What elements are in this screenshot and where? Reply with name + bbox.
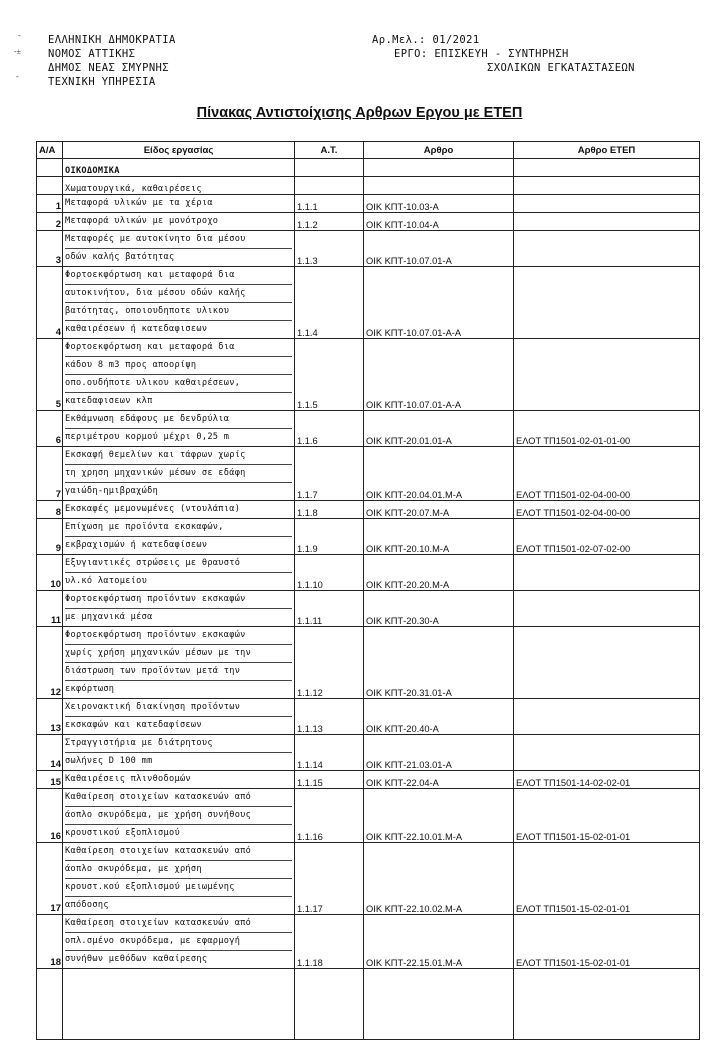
row-number: 13 [37,699,63,735]
description-line: Καθαίρεση στοιχείων κατασκευών από [65,915,292,933]
document-title: Πίνακας Αντιστοίχισης Αρθρων Εργου με ΕΤΕΠ [196,105,523,121]
row-number: 17 [37,843,63,915]
etep-code: ΕΛΟΤ ΤΠ1501-14-02-02-01 [514,771,700,789]
at-code: 1.1.2 [295,213,364,231]
article-code: ΟΙΚ ΚΠΤ-20.04.01.Μ-Α [364,447,514,501]
issuer-line: ΤΕΧΝΙΚΗ ΥΠΗΡΕΣΙΑ [48,76,156,88]
article-code: ΟΙΚ ΚΠΤ-20.31.01-Α [364,627,514,699]
description-line: Εκσκαφή θεμελίων και τάφρων χωρίς [65,447,292,465]
description-line: χωρίς χρήση μηχανικών μέσων με την [65,645,292,663]
at-code: 1.1.15 [295,771,364,789]
table-row [37,411,700,447]
at-code: 1.1.7 [295,447,364,501]
study-number: Αρ.Μελ.: 01/2021 [372,34,480,46]
article-code: ΟΙΚ ΚΠΤ-22.15.01.Μ-Α [364,915,514,969]
row-number: 11 [37,591,63,627]
at-code: 1.1.17 [295,843,364,915]
at-code: 1.1.12 [295,627,364,699]
etep-code [514,339,700,411]
description-line: γαιώδη-ημιβραχώδη [65,486,159,496]
row-number: 10 [37,555,63,591]
description-line: Μεταφορά υλικών με τα χέρια [65,198,213,208]
etep-code [514,591,700,627]
col-header-article: Αρθρο [364,142,514,159]
etep-code [514,213,700,231]
description-line: Φορτοεκφόρτωση και μεταφορά δια [65,339,292,357]
table-row [37,339,700,411]
project-title-cont: ΣΧΟΛΙΚΩΝ ΕΓΚΑΤΑΣΤΑΣΕΩΝ [487,62,635,74]
table-row [37,627,700,699]
etep-code [514,267,700,339]
table-row [37,591,700,627]
description-line: διάστρωση των προϊόντων μετά την [65,663,292,681]
description-line: οπλ.σμένο σκυρόδεμα, με εφαρμογή [65,933,292,951]
work-description [63,843,295,915]
description-line: άοπλο σκυρόδεμα, με χρήση [65,861,292,879]
table-row [37,555,700,591]
description-line: Καθαίρεση στοιχείων κατασκευών από [65,843,292,861]
article-code: ΟΙΚ ΚΠΤ-10.07.01-Α-Α [364,267,514,339]
work-description [63,555,295,591]
work-description [63,771,295,789]
etep-code: ΕΛΟΤ ΤΠ1501-15-02-01-01 [514,915,700,969]
etep-code [514,699,700,735]
table-row [37,771,700,789]
at-code: 1.1.13 [295,699,364,735]
article-code: ΟΙΚ ΚΠΤ-20.07.Μ-Α [364,501,514,519]
description-line: οδών καλής βατότητας [65,252,175,262]
row-number: 14 [37,735,63,771]
article-code: ΟΙΚ ΚΠΤ-20.40-Α [364,699,514,735]
etep-code: ΕΛΟΤ ΤΠ1501-15-02-01-01 [514,843,700,915]
article-code: ΟΙΚ ΚΠΤ-20.10.Μ-Α [364,519,514,555]
description-line: εκσκαφών και κατεδαφίσεων [65,720,202,730]
table-row [37,789,700,843]
etep-code: ΕΛΟΤ ΤΠ1501-02-04-00-00 [514,501,700,519]
subsection-row [37,177,700,195]
work-description [63,735,295,771]
col-header-etep: Αρθρο ΕΤΕΠ [514,142,700,159]
work-description [63,231,295,267]
table-row [37,915,700,969]
col-header-work-type: Είδος εργασίας [63,142,295,159]
at-code: 1.1.10 [295,555,364,591]
issuer-line: ΔΗΜΟΣ ΝΕΑΣ ΣΜΥΡΝΗΣ [48,62,169,74]
description-line: καθαιρέσεων ή κατεδαφισεων [65,324,208,334]
etep-code: ΕΛΟΤ ΤΠ1501-02-04-00-00 [514,447,700,501]
correspondence-table [36,141,700,1040]
row-number: 5 [37,339,63,411]
work-description [63,501,295,519]
work-description [63,789,295,843]
description-line: με μηχανικά μέσα [65,612,153,622]
work-description [63,411,295,447]
article-code: ΟΙΚ ΚΠΤ-10.07.01-Α-Α [364,339,514,411]
table-row [37,501,700,519]
description-line: Μεταφορά υλικών με μονότροχο [65,216,219,226]
row-number: 7 [37,447,63,501]
project-header [372,33,635,75]
empty-row [37,969,700,1040]
article-code: ΟΙΚ ΚΠΤ-22.10.02.Μ-Α [364,843,514,915]
col-header-at: Α.Τ. [295,142,364,159]
etep-code [514,231,700,267]
row-number: 9 [37,519,63,555]
table-row [37,231,700,267]
description-line: απόδοσης [65,900,109,910]
article-code: ΟΙΚ ΚΠΤ-10.04-Α [364,213,514,231]
description-line: άοπλο σκυρόδεμα, με χρήση συνήθους [65,807,292,825]
description-line: Καθαίρεση στοιχείων κατασκευών από [65,789,292,807]
description-line: εκφόρτωση [65,684,115,694]
at-code: 1.1.5 [295,339,364,411]
at-code: 1.1.16 [295,789,364,843]
work-description [63,591,295,627]
description-line: Χειρονακτική διακίνηση προϊόντων [65,699,292,717]
etep-code: ΕΛΟΤ ΤΠ1501-02-07-02-00 [514,519,700,555]
article-code: ΟΙΚ ΚΠΤ-20.30-Α [364,591,514,627]
row-number: 18 [37,915,63,969]
description-line: Εξυγιαντικές στρώσεις με θραυστό [65,555,292,573]
subsection-title: Χωματουργικά, καθαιρέσεις [63,177,295,195]
at-code: 1.1.11 [295,591,364,627]
work-description [63,915,295,969]
at-code: 1.1.14 [295,735,364,771]
description-line: υλ.κό λατομείου [65,576,148,586]
table-row [37,195,700,213]
row-number: 1 [37,195,63,213]
description-line: κρουστ.κού εξοπλισμού μειωμένης [65,879,292,897]
description-line: Φορτοεκφόρτωση και μεταφορά δια [65,267,292,285]
work-description [63,339,295,411]
work-description [63,699,295,735]
etep-code [514,555,700,591]
issuer-line: ΝΟΜΟΣ ΑΤΤΙΚΗΣ [48,48,136,60]
row-number: 4 [37,267,63,339]
table-row [37,699,700,735]
at-code: 1.1.4 [295,267,364,339]
section-title: ΟΙΚΟΔΟΜΙΚΑ [63,159,295,177]
at-code: 1.1.6 [295,411,364,447]
etep-code [514,735,700,771]
work-description [63,627,295,699]
description-line: κρουστικού εξοπλισμού [65,828,180,838]
description-line: Επίχωση με προϊόντα εκσκαφών, [65,519,292,537]
row-number: 16 [37,789,63,843]
description-line: Φορτοεκφόρτωση προϊόντων εκσκαφών [65,627,292,645]
description-line: αυτοκινήτου, δια μέσου οδών καλής [65,285,292,303]
article-code: ΟΙΚ ΚΠΤ-21.03.01-Α [364,735,514,771]
description-line: συνήθων μεθόδων καθαίρεσης [65,954,208,964]
at-code: 1.1.18 [295,915,364,969]
description-line: εκβραχισμών ή κατεδαφίσεων [65,540,208,550]
description-line: κάδου 8 m3 προς αποορίψη [65,357,292,375]
table-row [37,735,700,771]
article-code: ΟΙΚ ΚΠΤ-22.10.01.Μ-Α [364,789,514,843]
at-code: 1.1.3 [295,231,364,267]
work-description [63,195,295,213]
description-line: Εκσκαφές μεμονωμένες (ντουλάπια) [65,504,241,514]
section-row [37,159,700,177]
description-line: Στραγγιστήρια με διάτρητους [65,735,292,753]
description-line: κατεδαφισεων κλπ [65,396,153,406]
work-description [63,519,295,555]
row-number: 6 [37,411,63,447]
description-line: περιμέτρου κορμού μέχρι 0,25 m [65,432,230,442]
at-code: 1.1.9 [295,519,364,555]
work-description [63,213,295,231]
article-code: ΟΙΚ ΚΠΤ-22.04-Α [364,771,514,789]
table-row [37,447,700,501]
row-number: 3 [37,231,63,267]
description-line: σωλήνες D 100 mm [65,756,153,766]
issuer-line: ΕΛΛΗΝΙΚΗ ΔΗΜΟΚΡΑΤΙΑ [48,34,176,46]
etep-code [514,627,700,699]
row-number: 2 [37,213,63,231]
issuer-header [48,33,176,89]
work-description [63,447,295,501]
description-line: τη χρηση μηχανικών μέσων σε εδάφη [65,465,292,483]
article-code: ΟΙΚ ΚΠΤ-10.03-Α [364,195,514,213]
etep-code [514,195,700,213]
col-header-aa: Α/Α [37,142,63,159]
row-number: 12 [37,627,63,699]
description-line: Καθαιρέσεις πλινθοδομών [65,774,191,784]
table-row [37,213,700,231]
work-description [63,267,295,339]
project-title: ΕΡΓΟ: ΕΠΙΣΚΕΥΗ - ΣΥΝΤΗΡΗΣΗ [394,48,569,60]
at-code: 1.1.1 [295,195,364,213]
etep-code: ΕΛΟΤ ΤΠ1501-15-02-01-01 [514,789,700,843]
description-line: Εκθάμνωση εδάφους με δενδρύλια [65,411,292,429]
description-line: Μεταφορές με αυτοκίνητο δια μέσου [65,231,292,249]
row-number: 8 [37,501,63,519]
description-line: Φορτοεκφόρτωση προϊόντων εκσκαφών [65,591,292,609]
at-code: 1.1.8 [295,501,364,519]
etep-code: ΕΛΟΤ ΤΠ1501-02-01-01-00 [514,411,700,447]
table-row [37,267,700,339]
article-code: ΟΙΚ ΚΠΤ-20.01.01-Α [364,411,514,447]
article-code: ΟΙΚ ΚΠΤ-20.20.Μ-Α [364,555,514,591]
article-code: ΟΙΚ ΚΠΤ-10.07.01-Α [364,231,514,267]
table-row [37,519,700,555]
table-header-row [37,142,700,159]
row-number: 15 [37,771,63,789]
table-row [37,843,700,915]
description-line: βατότητας, οποιουδηποτε υλικου [65,303,292,321]
description-line: οπο.ουδήποτε υλικου καθαιρέσεων, [65,375,292,393]
